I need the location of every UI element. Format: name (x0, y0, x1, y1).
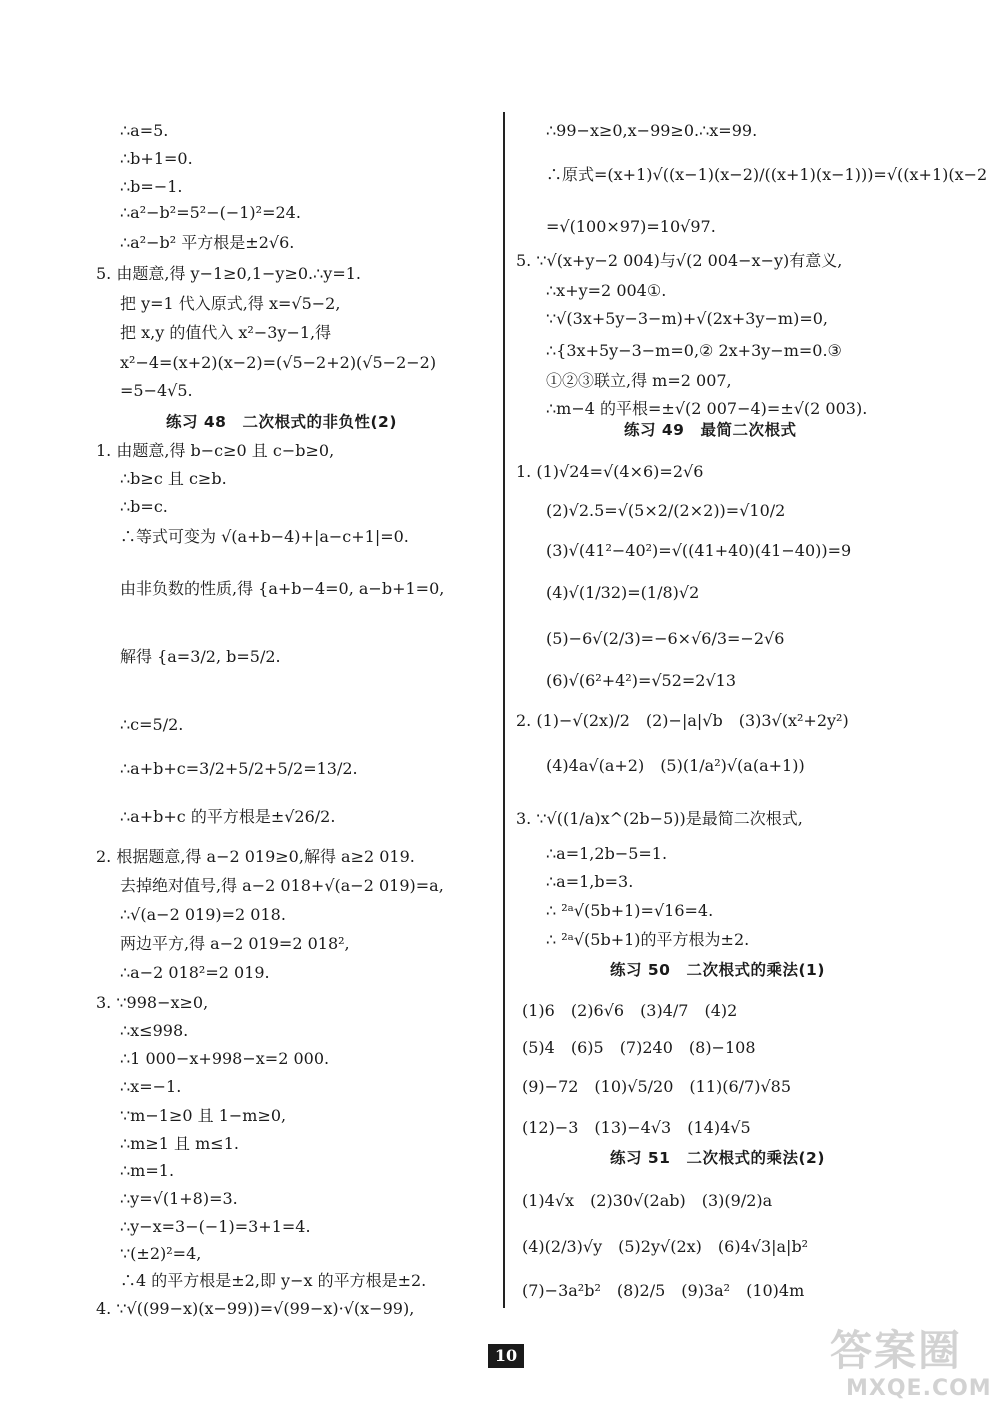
answer-line: ∴x+y=2 004①. (546, 281, 667, 300)
answer-line: =√(100×97)=10√97. (546, 217, 716, 236)
answer-line: (5)4 (6)5 (7)240 (8)−108 (522, 1038, 756, 1057)
answer-line: (6)√(6²+4²)=√52=2√13 (546, 671, 737, 690)
answer-line: 解得 {a=3/2, b=5/2. (120, 647, 281, 666)
answer-line: 1. (1)√24=√(4×6)=2√6 (516, 462, 704, 481)
answer-line: (5)−6√(2/3)=−6×√6/3=−2√6 (546, 629, 785, 648)
answer-line: 1. 由题意,得 b−c≥0 且 c−b≥0, (96, 441, 335, 460)
answer-line: ∴y=√(1+8)=3. (120, 1189, 238, 1208)
answer-line: 2. (1)−√(2x)/2 (2)−|a|√b (3)3√(x²+2y²) (516, 711, 849, 730)
answer-line: ∴ ²ᵃ√(5b+1)的平方根为±2. (546, 930, 750, 949)
answer-line: ∴b≥c 且 c≥b. (120, 469, 227, 488)
answer-line: ∴x=−1. (120, 1077, 182, 1096)
column-divider (503, 112, 505, 1308)
answer-line: 两边平方,得 a−2 019=2 018², (120, 934, 350, 953)
section-heading: 练习 51 二次根式的乘法(2) (610, 1149, 825, 1167)
answer-line: ∴1 000−x+998−x=2 000. (120, 1049, 330, 1068)
answer-line: (3)√(41²−40²)=√((41+40)(41−40))=9 (546, 541, 852, 560)
answer-line: 2. 根据题意,得 a−2 019≥0,解得 a≥2 019. (96, 847, 415, 866)
answer-line: ∴原式=(x+1)√((x−1)(x−2)/((x+1)(x−1)))=√((x+1)(x−2 (546, 165, 988, 184)
answer-line: (1)6 (2)6√6 (3)4/7 (4)2 (522, 1001, 738, 1020)
watermark-url: MXQE.COM (846, 1376, 992, 1401)
answer-line: ∴b=c. (120, 497, 168, 516)
answer-line: ∴ ²ᵃ√(5b+1)=√16=4. (546, 901, 714, 920)
answer-line: =5−4√5. (120, 381, 193, 400)
answer-line: (12)−3 (13)−4√3 (14)4√5 (522, 1118, 751, 1137)
answer-line: ∴y−x=3−(−1)=3+1=4. (120, 1217, 311, 1236)
answer-line: x²−4=(x+2)(x−2)=(√5−2+2)(√5−2−2) (120, 353, 437, 372)
answer-line: ∴c=5/2. (120, 715, 184, 734)
answer-line: ∴x≤998. (120, 1021, 189, 1040)
answer-line: ∵m−1≥0 且 1−m≥0, (120, 1106, 287, 1125)
answer-line: ∴a=1,2b−5=1. (546, 844, 668, 863)
answer-line: ∴a²−b² 平方根是±2√6. (120, 233, 295, 252)
watermark-text: 答案圈 (830, 1326, 963, 1375)
answer-line: 5. 由题意,得 y−1≥0,1−y≥0.∴y=1. (96, 264, 362, 283)
answer-line: 由非负数的性质,得 {a+b−4=0, a−b+1=0, (120, 579, 445, 598)
answer-line: ∴m−4 的平根=±√(2 007−4)=±√(2 003). (546, 399, 868, 418)
answer-line: ∴a−2 018²=2 019. (120, 963, 270, 982)
answer-line: 把 y=1 代入原式,得 x=√5−2, (120, 294, 341, 313)
answer-line: (7)−3a²b² (8)2/5 (9)3a² (10)4m (522, 1281, 805, 1300)
section-heading: 练习 50 二次根式的乘法(1) (610, 961, 825, 979)
answer-line: (4)√(1/32)=(1/8)√2 (546, 583, 700, 602)
answer-line: ∵√(3x+5y−3−m)+√(2x+3y−m)=0, (546, 309, 829, 328)
answer-line: ∴a+b+c=3/2+5/2+5/2=13/2. (120, 759, 358, 778)
answer-line: ∴a+b+c 的平方根是±√26/2. (120, 807, 336, 826)
answer-line: 3. ∵√((1/a)x^(2b−5))是最简二次根式, (516, 809, 803, 828)
answer-line: ∴a²−b²=5²−(−1)²=24. (120, 203, 301, 222)
answer-line: ∴a=1,b=3. (546, 872, 634, 891)
answer-line: 去掉绝对值号,得 a−2 018+√(a−2 019)=a, (120, 876, 444, 895)
page-number: 10 (488, 1344, 524, 1368)
answer-line: ∴m≥1 且 m≤1. (120, 1134, 239, 1153)
answer-line: (4)(2/3)√y (5)2y√(2x) (6)4√3|a|b² (522, 1237, 809, 1256)
section-heading: 练习 48 二次根式的非负性(2) (166, 413, 397, 431)
answer-line: ∴4 的平方根是±2,即 y−x 的平方根是±2. (120, 1271, 427, 1290)
answer-line: 3. ∵998−x≥0, (96, 993, 209, 1012)
section-heading: 练习 49 最简二次根式 (624, 421, 797, 439)
answer-line: ∴a=5. (120, 121, 169, 140)
answer-line: (4)4a√(a+2) (5)(1/a²)√(a(a+1)) (546, 756, 805, 775)
answer-line: (1)4√x (2)30√(2ab) (3)(9/2)a (522, 1191, 773, 1210)
answer-line: ∴√(a−2 019)=2 018. (120, 905, 286, 924)
answer-line: ∴b=−1. (120, 177, 183, 196)
answer-line: ∴99−x≥0,x−99≥0.∴x=99. (546, 121, 758, 140)
answer-line: 把 x,y 的值代入 x²−3y−1,得 (120, 323, 332, 342)
answer-line: ∴{3x+5y−3−m=0,② 2x+3y−m=0.③ (546, 341, 842, 360)
answer-line: ∴等式可变为 √(a+b−4)+|a−c+1|=0. (120, 527, 409, 546)
watermark-logo (820, 1318, 998, 1414)
answer-line: 4. ∵√((99−x)(x−99))=√(99−x)·√(x−99), (96, 1299, 415, 1318)
answer-line: (9)−72 (10)√5/20 (11)(6/7)√85 (522, 1077, 792, 1096)
answer-line: (2)√2.5=√(5×2/(2×2))=√10/2 (546, 501, 786, 520)
answer-line: 5. ∵√(x+y−2 004)与√(2 004−x−y)有意义, (516, 251, 843, 270)
answer-line: ∵(±2)²=4, (120, 1244, 202, 1263)
answer-line: ①②③联立,得 m=2 007, (546, 371, 732, 390)
answer-line: ∴m=1. (120, 1161, 175, 1180)
answer-line: ∴b+1=0. (120, 149, 193, 168)
